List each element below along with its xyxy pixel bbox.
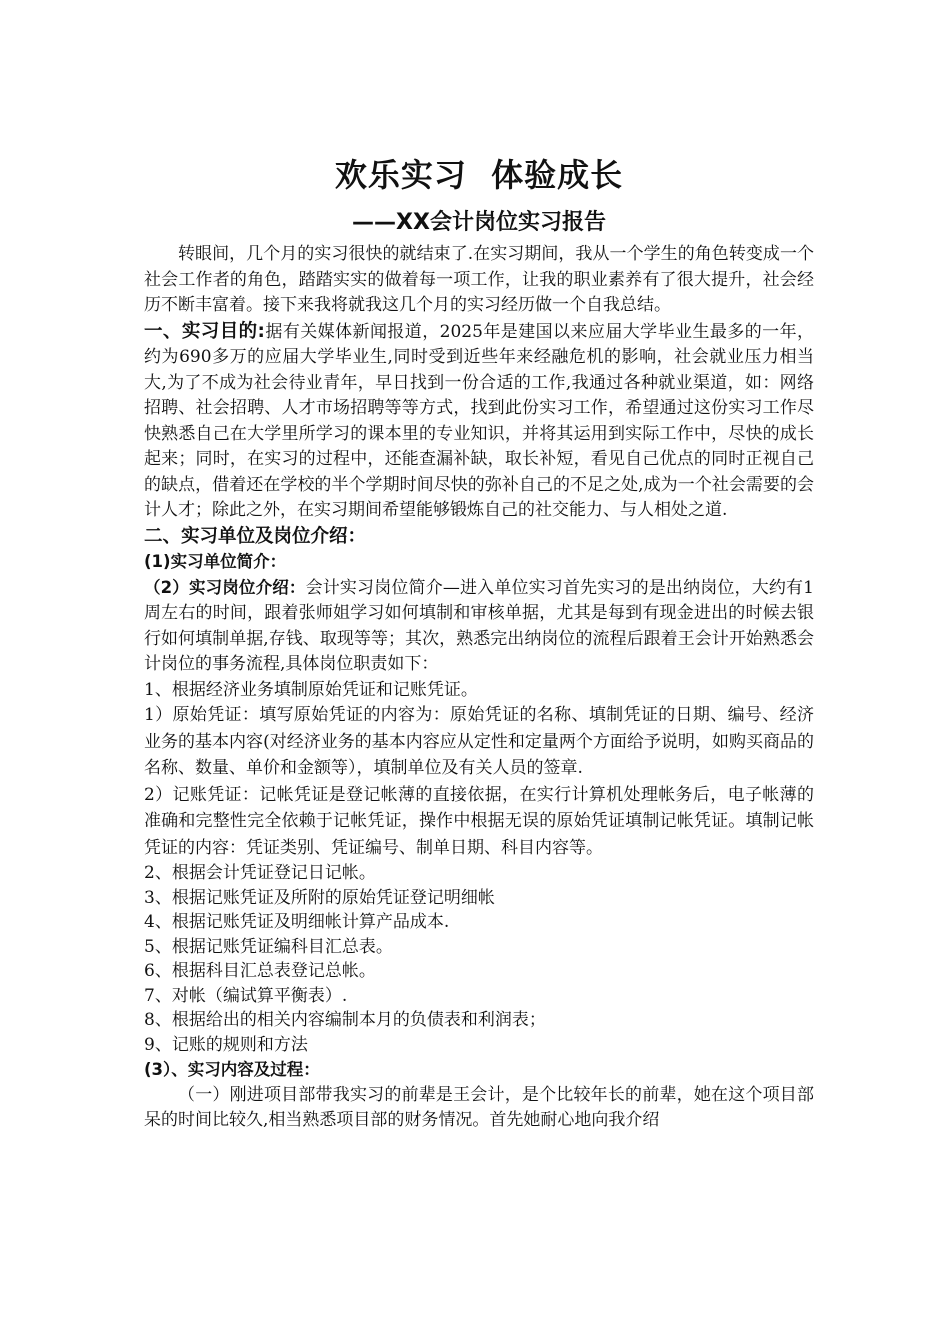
duty-item-3: 3、根据记账凭证及所附的原始凭证登记明细帐 [144,887,495,908]
post-intro-body: 会计实习岗位简介—进入单位实习首先实习的是出纳岗位，大约有1周左右的时间，跟着张师姐学习如何填制和审核单据，尤其是每到有现金进出的时候去银行如何填制单据,存钱、取现等等；其次，熟悉完出纳岗位的流程后跟着王会计开始熟悉会计岗位的事务流程,具体岗位职责如下： [144,577,814,674]
duty-item-1: 1、根据经济业务填制原始凭证和记账凭证。 [144,679,478,700]
duty-item-7: 7、对帐（编试算平衡表）. [144,985,348,1006]
document-title: 欢乐实习 体验成长 [334,156,624,194]
duty-item-2: 2、根据会计凭证登记日记帐。 [144,863,376,883]
section1-paragraph [144,319,814,524]
section1-body: 据有关媒体新闻报道，2025年是建国以来应届大学毕业生最多的一年，约为690多万的应届大学毕业生,同时受到近些年来经融危机的影响，社会就业压力相当大,为了不成为社会待业青年，早日找到一份合适的工作,我通过各种就业渠道，如：网络招聘、社会招聘、人才市场招聘等等方式，找到此份实习工作，希望通过这份实习工作尽快熟悉自己在大学里所学习的课本里的专业知识，并将其运用到实际工作中，尽快的成长起来；同时，在实习的过程中，还能查漏补缺，取长补短，看见自己优点的同时正视自己的缺点，借着还在学校的半个学期时间尽快的弥补自己的不足之处,成为一个社会需要的会计人才；除此之外，在实习期间希望能够锻炼自己的社交能力、与人相处之道. [144,321,815,520]
post-intro-paragraph [144,575,814,678]
section1-heading: 一、实习目的: [144,320,265,342]
duty-item-1-original-voucher: 1）原始凭证：填写原始凭证的内容为：原始凭证的名称、填制凭证的日期、编号、经济业务的基本内容(对经济业务的基本内容应从定性和定量两个方面给予说明，如购买商品的名称、数量、单价和金额等），填制单位及有关人员的签章. [144,705,814,778]
duty-item-9: 9、记账的规则和方法 [144,1034,308,1055]
duty-item-5: 5、根据记账凭证编科目汇总表。 [144,936,393,957]
document-subtitle: ——XX会计岗位实习报告 [352,210,606,235]
document-page [144,152,814,1134]
post-intro-heading: （2）实习岗位介绍： [144,577,306,597]
duty-item-4: 4、根据记账凭证及明细帐计算产品成本. [144,912,450,932]
duty-item-8: 8、根据给出的相关内容编制本月的负债表和利润表； [144,1010,546,1030]
duty-item-6: 6、根据科目汇总表登记总帐。 [144,961,376,981]
unit-intro-heading: (1)实习单位简介： [144,552,287,571]
process-paragraph: （一）刚进项目部带我实习的前辈是王会计，是个比较年长的前辈，她在这个项目部呆的时间比较久,相当熟悉项目部的财务情况。首先她耐心地向我介绍 [144,1084,814,1130]
process-heading: (3）、实习内容及过程： [144,1060,320,1079]
intro-paragraph: 转眼间，几个月的实习很快的就结束了.在实习期间，我从一个学生的角色转变成一个社会工作者的角色，踏踏实实的做着每一项工作，让我的职业素养有了很大提升，社会经历不断丰富着。接下来我将就我这几个月的实习经历做一个自我总结。 [144,244,814,315]
section2-heading: 二、实习单位及岗位介绍： [144,525,367,547]
duty-item-1-accounting-voucher: 2）记账凭证：记帐凭证是登记帐薄的直接依据，在实行计算机处理帐务后，电子帐薄的准确和完整性完全依赖于记帐凭证，操作中根据无误的原始凭证填制记帐凭证。填制记帐凭证的内容：凭证类别、凭证编号、制单日期、科目内容等。 [144,784,814,858]
